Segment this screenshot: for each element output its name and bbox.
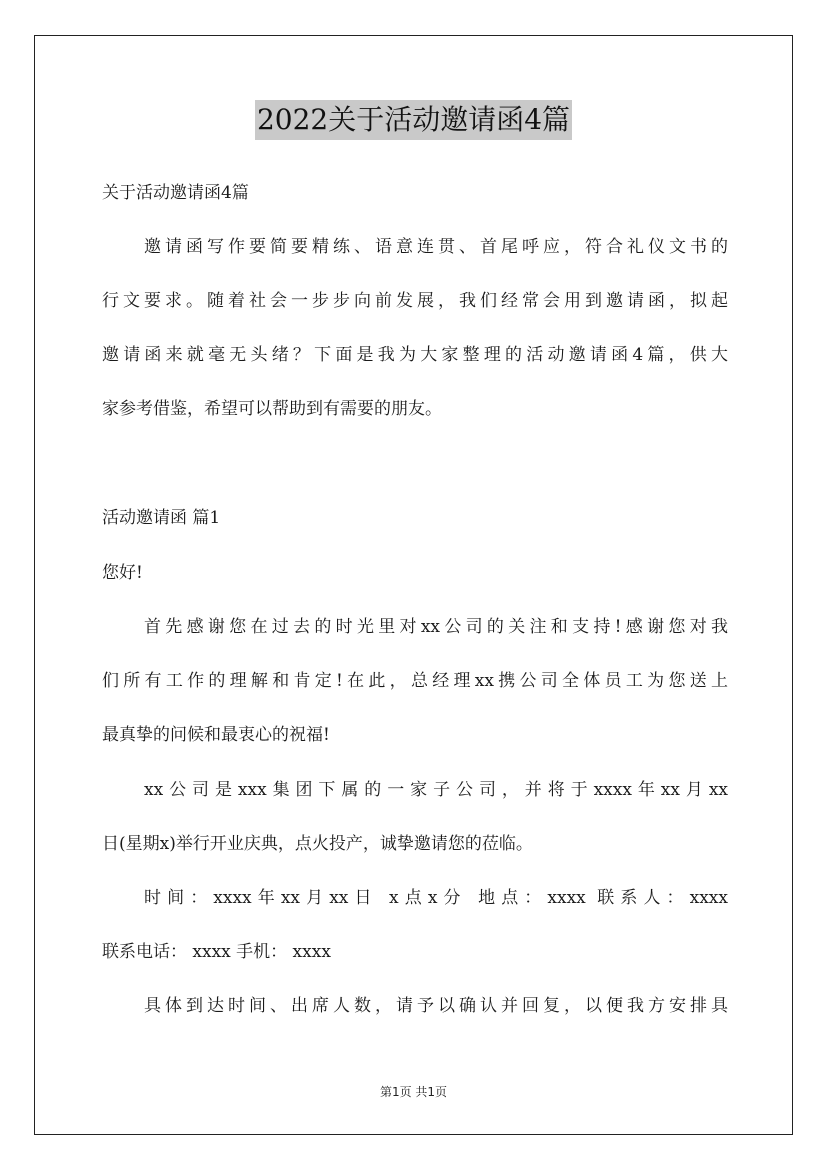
intro-line: 家参考借鉴，希望可以帮助到有需要的朋友。 (102, 399, 442, 419)
intro-line: 邀请函写作要简要精练、语意连贯、首尾呼应，符合礼仪文书的 (144, 237, 728, 257)
section-heading: 活动邀请函 篇1 (102, 508, 221, 528)
para-line: xx公司是xxx集团下属的一家子公司，并将于xxxx年xx月xx (144, 780, 728, 800)
greeting: 您好! (102, 563, 143, 583)
intro-line: 邀请函来就毫无头绪？下面是我为大家整理的活动邀请函4篇，供大 (102, 345, 728, 365)
para-line: 具体到达时间、出席人数，请予以确认并回复，以便我方安排具 (144, 996, 728, 1016)
intro-line: 行文要求。随着社会一步步向前发展，我们经常会用到邀请函，拟起 (102, 291, 728, 311)
title-container (0, 100, 827, 140)
para-line: 首先感谢您在过去的时光里对xx公司的关注和支持!感谢您对我 (144, 617, 728, 637)
document-title: 2022关于活动邀请函4篇 (255, 100, 572, 140)
para-line: 时间：xxxx年xx月xx日 x点x分 地点：xxxx 联系人：xxxx (144, 888, 728, 908)
para-line: 联系电话： xxxx 手机： xxxx (102, 942, 331, 962)
para-line: 日(星期x)举行开业庆典，点火投产，诚挚邀请您的莅临。 (102, 834, 533, 854)
para-line: 们所有工作的理解和肯定!在此，总经理xx携公司全体员工为您送上 (102, 671, 728, 691)
page-number-footer: 第1页 共1页 (379, 1085, 448, 1099)
subtitle: 关于活动邀请函4篇 (102, 183, 249, 203)
para-line: 最真挚的问候和最衷心的祝福! (102, 725, 330, 745)
